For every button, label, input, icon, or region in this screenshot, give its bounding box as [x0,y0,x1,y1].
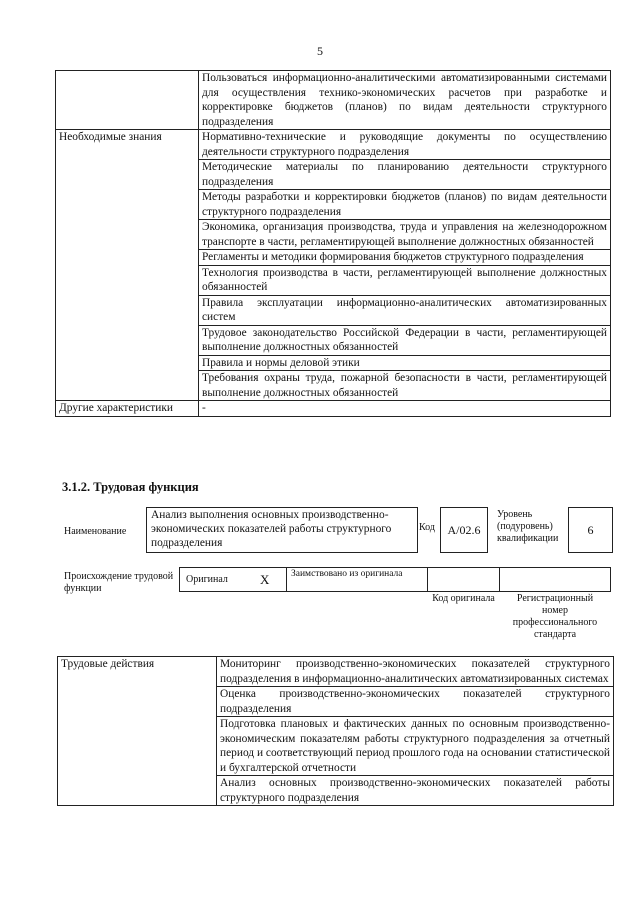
table-cell: Регламенты и методики формирования бюджетов структурного подразделения [199,250,611,266]
table-cell: Пользоваться информационно-аналитическими автоматизированными системами для осуществления технико-экономических расчетов при разработке и корректировке бюджетов (планов) по видам деятельности структурного подразделения [199,71,611,130]
level-label: Уровень (подуровень) квалификации [497,509,559,544]
code-label: Код [419,522,435,533]
section-heading: 3.1.2. Трудовая функция [62,480,199,494]
borrowed-cell [286,567,428,592]
table-cell: Подготовка плановых и фактических данных по основным производственно-экономическим показателям работы структурного подразделения за отчетный период и соответствующий период прошлого года на основании статистической и бухгалтерской отчетности [217,717,614,776]
row-label: Трудовые действия [58,657,217,806]
row-label: Необходимые знания [56,130,199,401]
origin-row [179,567,611,592]
table-cell: Методические материалы по планированию деятельности структурного подразделения [199,160,611,190]
table-cell: Анализ основных производственно-экономических показателей работы структурного подразделения [217,776,614,806]
table-row [56,71,611,130]
table-cell: Трудовое законодательство Российской Федерации в части, регламентирующей выполнение должностных обязанностей [199,325,611,355]
table-cell: Правила эксплуатации информационно-аналитических автоматизированных систем [199,295,611,325]
origin-code-cell [427,567,500,592]
original-mark: X [260,572,270,587]
page-number: 5 [317,44,323,58]
original-cell [179,567,287,592]
original-label: Оригинал [186,574,228,585]
table-cell: Правила и нормы деловой этики [199,355,611,371]
row-label: Другие характеристики [56,401,199,417]
row-label [56,71,199,130]
name-label: Наименование [64,526,127,537]
origin-label: Происхождение трудовой функции [64,571,174,594]
table-cell: - [199,401,611,417]
borrowed-label: Заимствовано из оригинала [291,569,403,579]
reg-number-cell [499,567,611,592]
function-code-box: А/02.6 [440,507,488,553]
labor-actions-table [57,656,614,806]
table-cell: Нормативно-технические и руководящие документы по осуществлению деятельности структурного подразделения [199,130,611,160]
table-cell: Методы разработки и корректировки бюджетов (планов) по видам деятельности структурного подразделения [199,190,611,220]
table-row [58,657,614,687]
level-box: 6 [568,507,613,553]
table-cell: Требования охраны труда, пожарной безопасности в части, регламентирующей выполнение должностных обязанностей [199,371,611,401]
table-row [56,401,611,417]
table-cell: Мониторинг производственно-экономических показателей структурного подразделения в информационно-аналитических автоматизированных системах [217,657,614,687]
table-cell: Экономика, организация производства, труда и управления на железнодорожном транспорте в части, регламентирующей выполнение должностных обязанностей [199,220,611,250]
reg-caption: Регистрационный номер профессионального стандарта [512,593,598,640]
table-cell: Технология производства в части, регламентирующей выполнение должностных обязанностей [199,265,611,295]
table-row [56,130,611,160]
code-caption: Код оригинала [432,593,495,604]
function-name-box: Анализ выполнения основных производственно-экономических показателей работы структурного подразделения [146,507,418,553]
table-cell: Оценка производственно-экономических показателей структурного подразделения [217,687,614,717]
knowledge-table [55,70,611,417]
